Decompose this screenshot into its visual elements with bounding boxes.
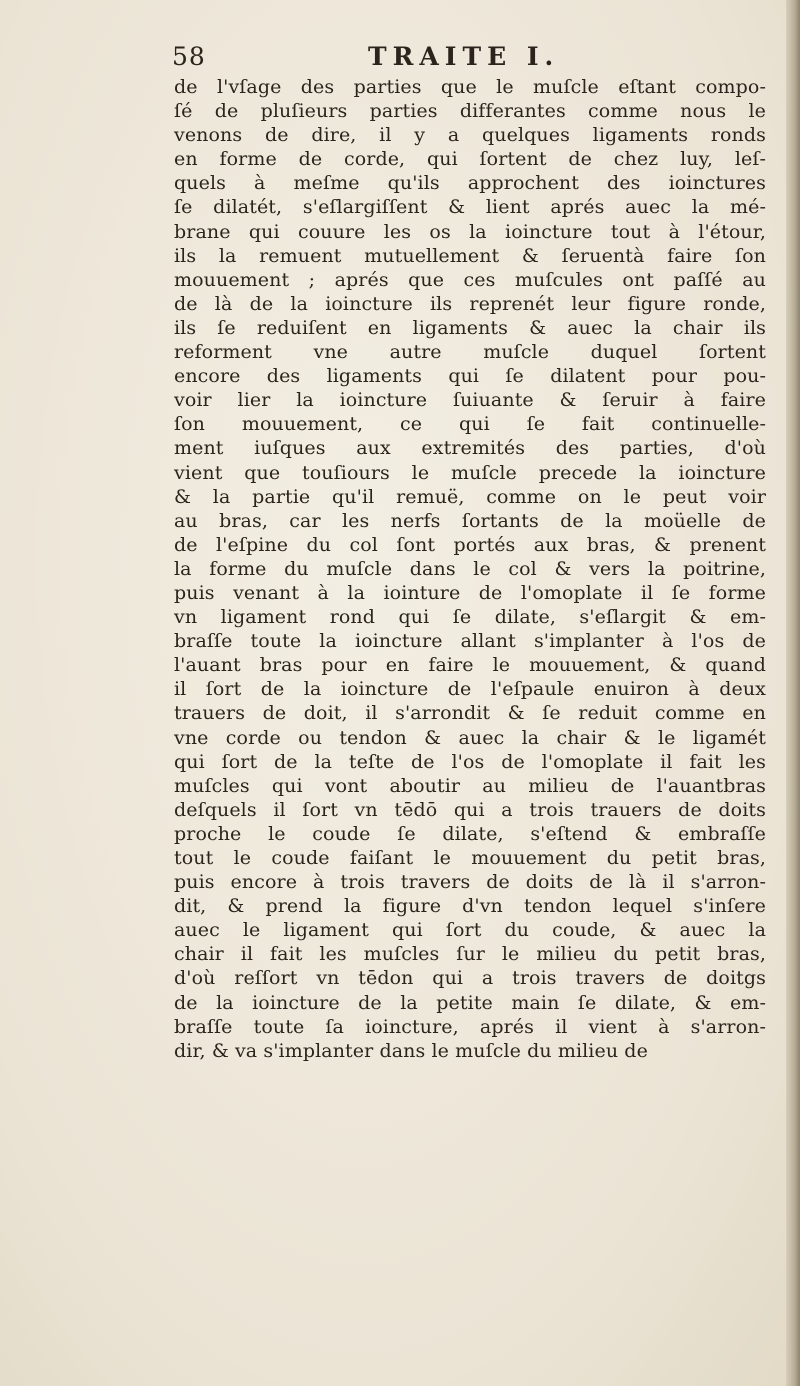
text-line: d'où reſſort vn tēdon qui a trois travers de doitgs	[174, 967, 766, 990]
text-line: puis encore à trois travers de doits de là il s'arron-	[174, 871, 766, 894]
text-line: trauers de doit, il s'arrondit & ſe reduit comme en	[174, 702, 766, 725]
text-line: brane qui couure les os la ioincture tout à l'étour,	[174, 220, 766, 243]
text-line: de là de la ioincture ils reprenét leur figure ronde,	[174, 292, 766, 315]
text-line: reforment vne autre muſcle duquel ſortent	[174, 341, 766, 364]
text-line: braſſe toute la ioincture allant s'implanter à l'os de	[174, 630, 766, 653]
text-line: mouuement ; aprés que ces muſcules ont paſſé au	[174, 268, 766, 291]
running-head	[172, 40, 732, 74]
text-line: de la ioincture de la petite main ſe dilate, & em-	[174, 991, 766, 1014]
text-line: ſe dilatét, s'eſlargiſſent & lient aprés auec la mé-	[174, 196, 766, 219]
text-line: ſon mouuement, ce qui ſe fait continuelle-	[174, 413, 766, 436]
text-line: chair il fait les muſcles ſur le milieu du petit bras,	[174, 943, 766, 966]
page-number: 58	[172, 42, 206, 71]
text-line: ils la remuent mutuellement & ſeruentà faire ſon	[174, 244, 766, 267]
text-line: & la partie qu'il remuë, comme on le peut voir	[174, 485, 766, 508]
text-line: puis venant à la iointure de l'omoplate il ſe forme	[174, 581, 766, 604]
text-line: proche le coude ſe dilate, s'eſtend & embraſſe	[174, 822, 766, 845]
text-line: braſſe toute ſa ioincture, aprés il vient à s'arron-	[174, 1015, 766, 1038]
text-line: encore des ligaments qui ſe dilatent pour pou-	[174, 365, 766, 388]
text-line: l'auant bras pour en faire le mouuement, & quand	[174, 654, 766, 677]
text-line: dit, & prend la figure d'vn tendon lequel s'inſere	[174, 895, 766, 918]
text-line: au bras, car les nerfs ſortants de la moüelle de	[174, 509, 766, 532]
text-line: quels à meſme qu'ils approchent des ioinctures	[174, 172, 766, 195]
text-line: de l'vſage des parties que le muſcle eſtant compo-	[174, 76, 766, 98]
text-line: la forme du muſcle dans le col & vers la poitrine,	[174, 557, 766, 580]
text-line: de l'eſpine du col ſont portés aux bras, & prenent	[174, 533, 766, 556]
text-line: ils ſe reduiſent en ligaments & auec la chair ils	[174, 316, 766, 339]
text-line: en forme de corde, qui ſortent de chez luy, leſ-	[174, 148, 766, 171]
text-line: vne corde ou tendon & auec la chair & le ligamét	[174, 726, 766, 749]
text-line: ment iuſques aux extremités des parties, d'où	[174, 437, 766, 460]
text-line: voir lier la ioincture ſuiuante & ſeruir à faire	[174, 389, 766, 412]
running-title: TRAITE I.	[368, 42, 560, 71]
text-line: vient que touſiours le muſcle precede la ioincture	[174, 461, 766, 484]
text-line: dir, & va s'implanter dans le muſcle du milieu de	[174, 1039, 648, 1062]
text-line: deſquels il ſort vn tēdō qui a trois trauers de doits	[174, 798, 766, 821]
body-text	[174, 75, 766, 1063]
page-edge	[786, 0, 800, 1386]
text-line: muſcles qui vont aboutir au milieu de l'auantbras	[174, 774, 766, 797]
text-line: vn ligament rond qui ſe dilate, s'eſlargit & em-	[174, 606, 766, 629]
text-line: ſé de pluſieurs parties differantes comme nous le	[174, 100, 766, 123]
text-line: venons de dire, il y a quelques ligaments ronds	[174, 124, 766, 147]
text-line: tout le coude faiſant le mouuement du petit bras,	[174, 847, 766, 869]
text-line: auec le ligament qui ſort du coude, & auec la	[174, 919, 766, 942]
text-line: il ſort de la ioincture de l'eſpaule enuiron à deux	[174, 678, 766, 701]
text-line: qui ſort de la teſte de l'os de l'omoplate il fait les	[174, 750, 766, 773]
